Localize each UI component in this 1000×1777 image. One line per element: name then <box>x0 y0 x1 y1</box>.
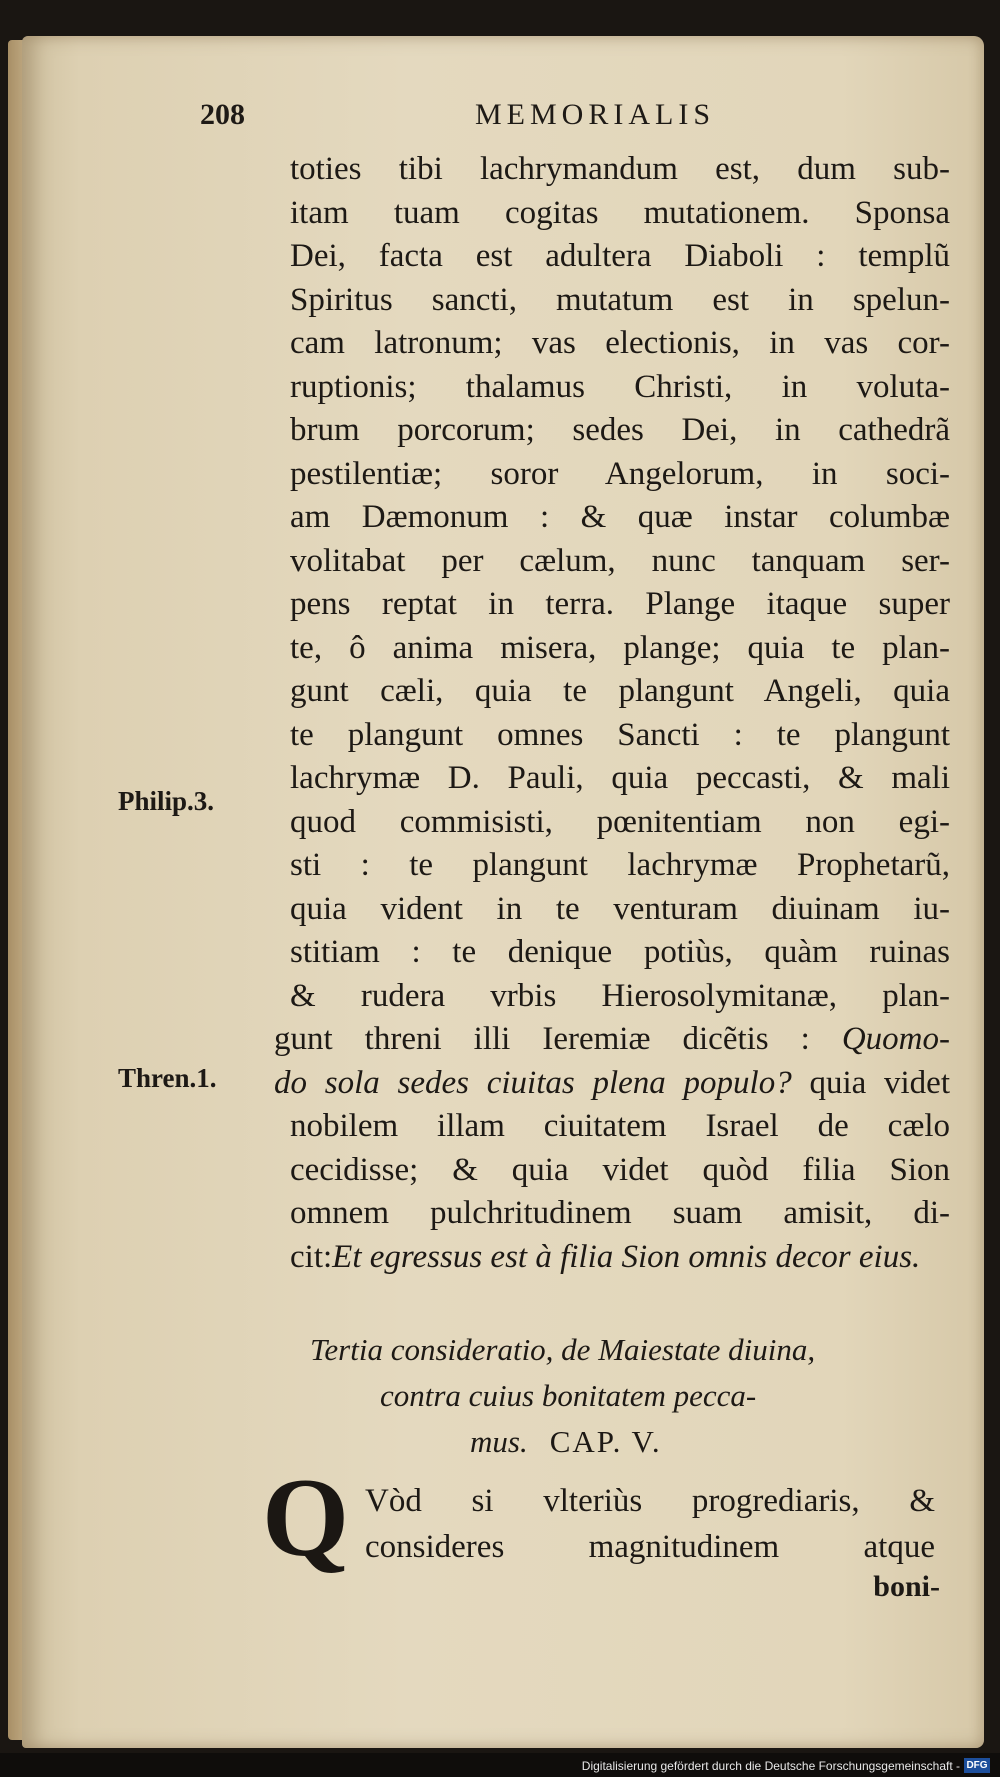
quote-fragment: do sola sedes ciuitas plena populo? <box>274 1064 792 1101</box>
chapter-heading-line: contra cuius bonitatem pecca- <box>380 1378 757 1413</box>
text-line: pens reptat in terra. Plange itaque super <box>290 586 950 622</box>
page-number: 208 <box>200 98 245 131</box>
chapter-heading-fragment: mus. <box>470 1424 528 1459</box>
running-head <box>200 98 960 142</box>
chapter-heading-line <box>270 1419 950 1465</box>
footer-credit: Digitalisierung gefördert durch die Deutsche Forschungsgemeinschaft - <box>581 1759 960 1773</box>
text-line: lachrymæ D. Pauli, quia peccasti, & mali <box>290 760 950 796</box>
quote-line <box>290 1236 950 1280</box>
text-line: & rudera vrbis Hierosolymitanæ, plan- <box>290 977 950 1014</box>
chapter-text <box>365 1478 935 1570</box>
text-line: pestilentiæ; soror Angelorum, in soci- <box>290 455 950 492</box>
text-line: Spiritus sancti, mutatum est in spelun- <box>290 281 950 318</box>
dfg-logo: DFG <box>964 1758 990 1773</box>
quote-line <box>274 1062 950 1106</box>
text-line: omnem pulchritudinem suam amisit, di- <box>290 1195 950 1231</box>
text-line: nobilem illam ciuitatem Israel de cælo <box>290 1108 950 1144</box>
text-line: Vòd si vlteriùs progrediaris, & <box>365 1483 935 1519</box>
text-line: te, ô anima misera, plange; quia te plan- <box>290 629 950 666</box>
margin-note-threni: Thren.1. <box>118 1063 217 1093</box>
text-line: cecidisse; & quia videt quòd filia Sion <box>290 1151 950 1188</box>
quote-intro-line <box>274 1018 950 1062</box>
quote-fragment: Quomo- <box>841 1021 950 1057</box>
text-line: te plangunt omnes Sancti : te plangunt <box>290 716 950 753</box>
text-line: brum porcorum; sedes Dei, in cathedrã <box>290 412 950 448</box>
text-line: am Dæmonum : & quæ instar columbæ <box>290 499 950 535</box>
text-line: toties tibi lachrymandum est, dum sub- <box>290 151 950 187</box>
quote-fragment: Et egressus est à filia Sion omnis decor eius. <box>332 1238 921 1275</box>
margin-note-philippians: Philip.3. <box>118 786 215 816</box>
text-line: volitabat per cælum, nunc tanquam ser- <box>290 542 950 579</box>
footer-bar <box>0 1753 1000 1777</box>
text-line: gunt cæli, quia te plangunt Angeli, quia <box>290 673 950 709</box>
chapter-number: CAP. V. <box>549 1424 662 1459</box>
decorated-initial: Q <box>262 1456 350 1580</box>
catchword: boni- <box>873 1570 940 1603</box>
text-line: sti : te plangunt lachrymæ Prophetarũ, <box>290 847 950 883</box>
text-line: cam latronum; vas electionis, in vas cor- <box>290 325 950 361</box>
chapter-heading-line: Tertia consideratio, de Maiestate diuina, <box>310 1332 816 1367</box>
text-line: Dei, facta est adultera Diaboli : templũ <box>290 238 950 274</box>
chapter-heading <box>270 1327 950 1465</box>
text-line: consideres magnitudinem atque <box>365 1529 935 1565</box>
text-fragment: quia videt <box>809 1064 950 1101</box>
text-line: quia vident in te venturam diuinam iu- <box>290 890 950 927</box>
text-fragment: gunt threni illi Ieremiæ dicẽtis : <box>274 1021 810 1057</box>
text-line: quod commisisti, pœnitentiam non egi- <box>290 803 950 840</box>
running-title: MEMORIALIS <box>475 98 716 131</box>
body-text <box>274 148 950 1279</box>
text-line: itam tuam cogitas mutationem. Sponsa <box>290 194 950 231</box>
text-line: stitiam : te denique potiùs, quàm ruinas <box>290 934 950 970</box>
text-line: ruptionis; thalamus Christi, in voluta- <box>290 368 950 405</box>
text-fragment: cit: <box>290 1238 333 1275</box>
